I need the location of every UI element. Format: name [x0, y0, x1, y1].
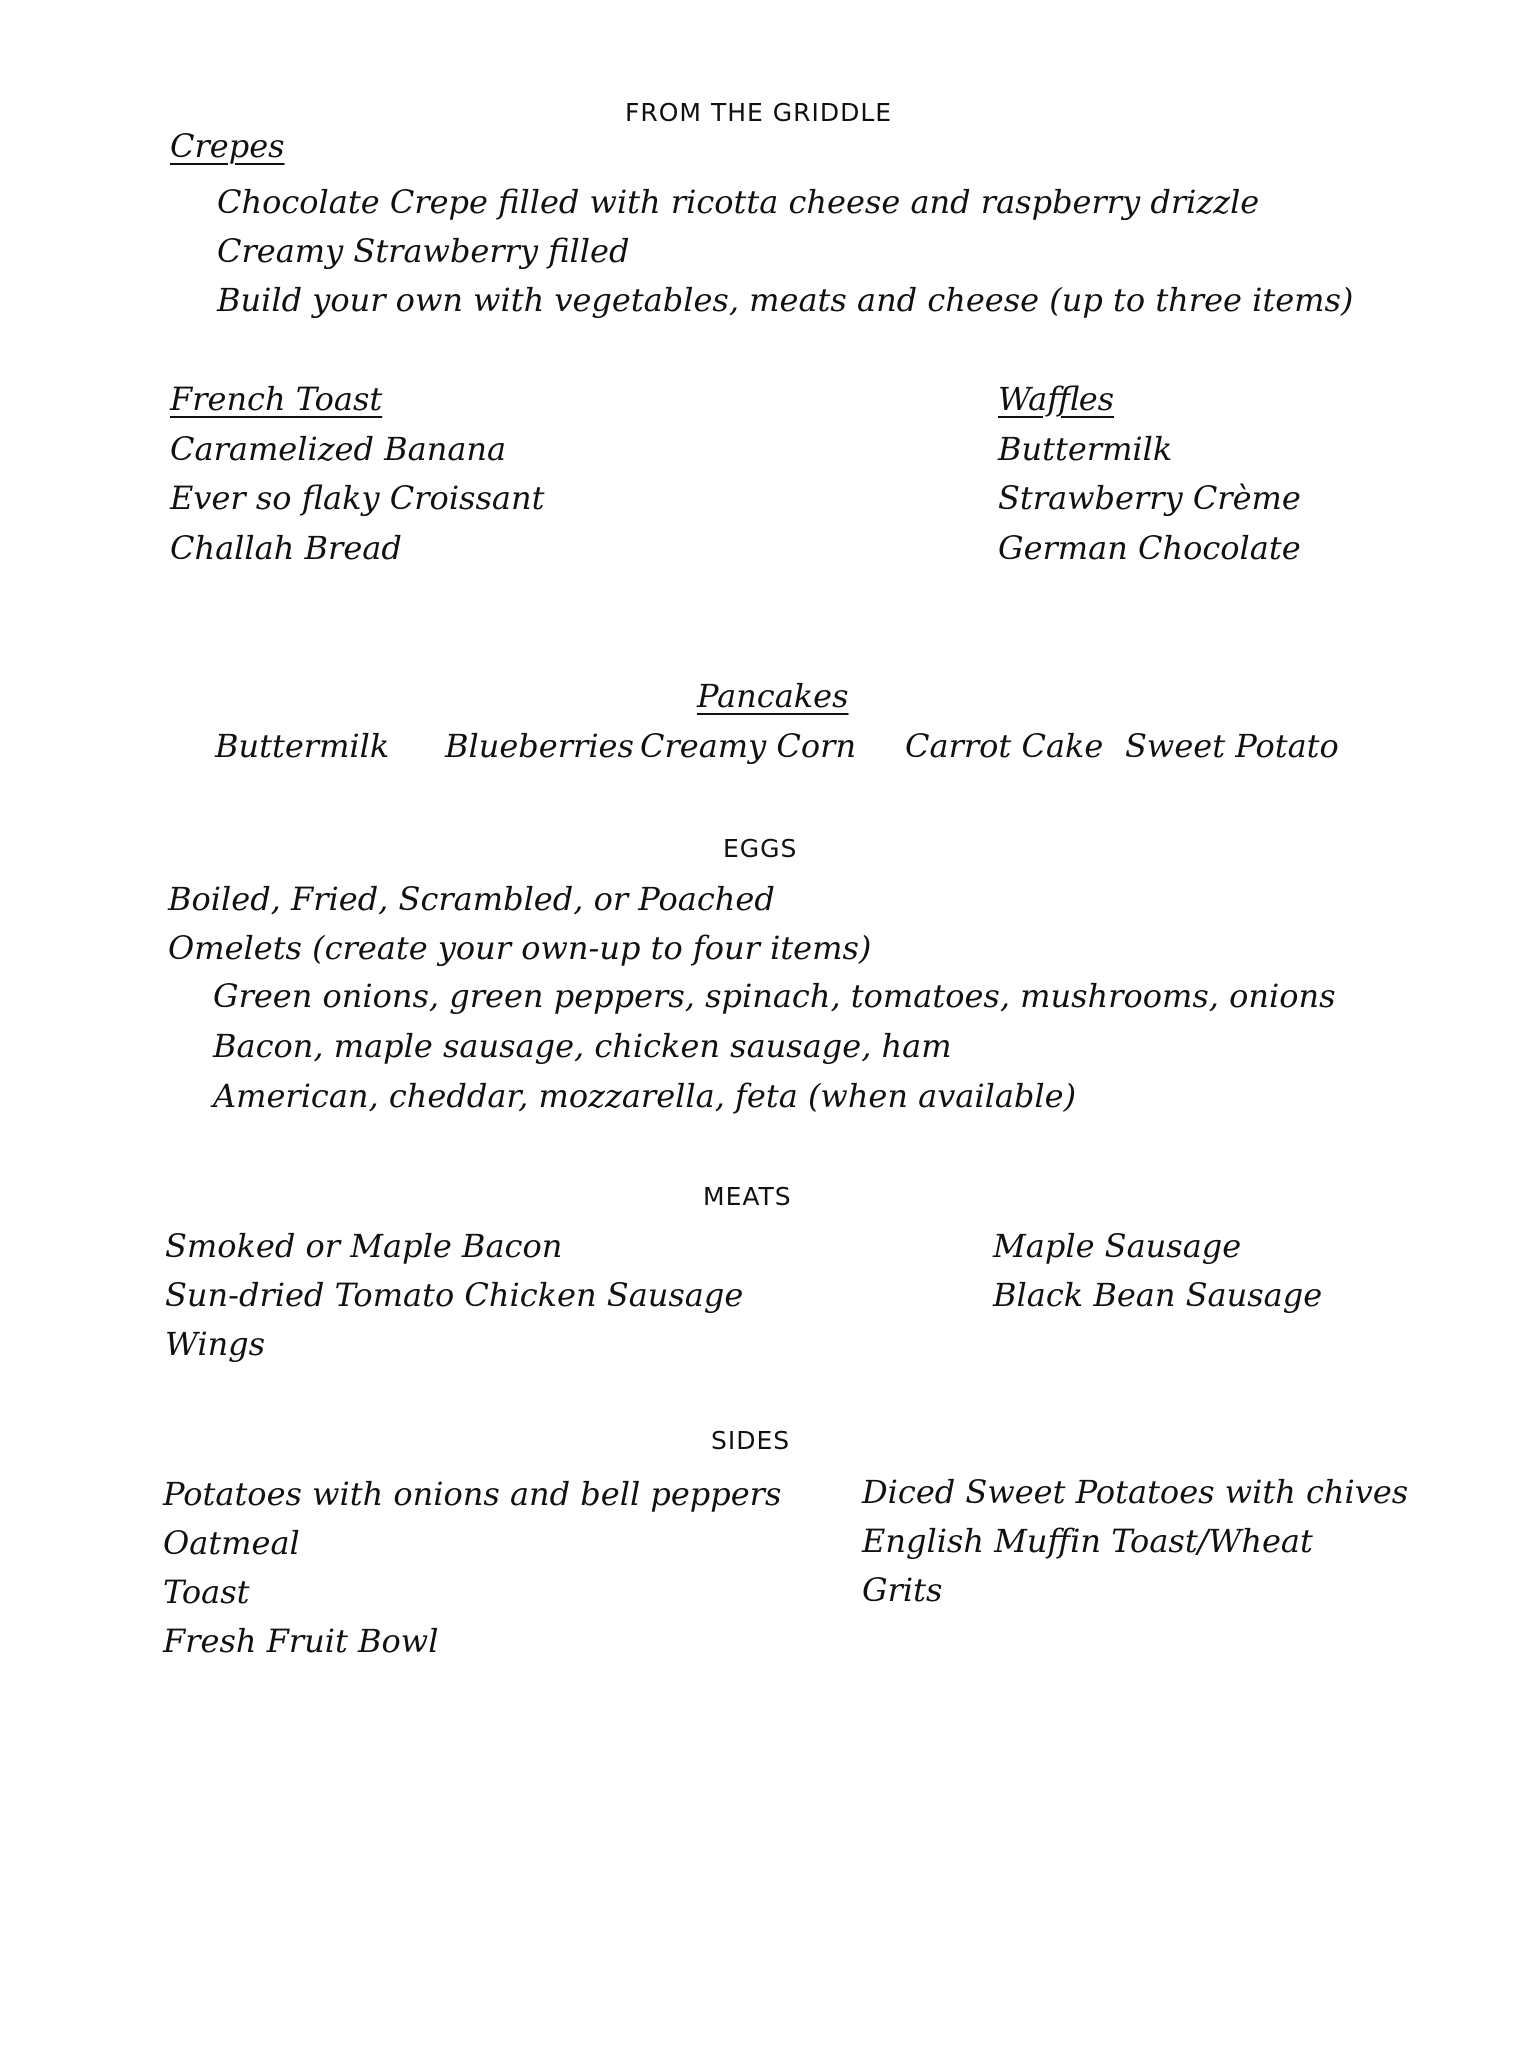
french-toast-item: Ever so flaky Croissant — [170, 479, 545, 517]
pancakes-item: Buttermilk — [215, 727, 390, 765]
sides-heading: SIDES — [711, 1426, 791, 1455]
meats-item: Sun-dried Tomato Chicken Sausage — [165, 1276, 744, 1314]
french-toast-heading: French Toast — [170, 380, 383, 418]
sides-item: Oatmeal — [163, 1524, 300, 1562]
page-title: FROM THE GRIDDLE — [625, 98, 893, 127]
crepes-item: Chocolate Crepe filled with ricotta cheese and raspberry drizzle — [217, 183, 1260, 221]
sides-item: Fresh Fruit Bowl — [163, 1622, 439, 1660]
crepes-item: Creamy Strawberry filled — [217, 232, 630, 270]
pancakes-heading: Pancakes — [697, 677, 849, 715]
meats-item: Maple Sausage — [993, 1227, 1242, 1265]
meats-item: Smoked or Maple Bacon — [165, 1227, 563, 1265]
sides-item: Diced Sweet Potatoes with chives — [862, 1473, 1409, 1511]
pancakes-item: Creamy Corn — [640, 727, 857, 765]
meats-heading: MEATS — [703, 1182, 792, 1211]
omelet-option: Green onions, green peppers, spinach, tomatoes, mushrooms, onions — [213, 977, 1336, 1015]
eggs-item: Boiled, Fried, Scrambled, or Poached — [168, 880, 775, 918]
pancakes-item: Blueberries — [445, 727, 634, 765]
waffles-heading: Waffles — [998, 380, 1115, 418]
meats-item: Black Bean Sausage — [993, 1276, 1323, 1314]
eggs-item: Omelets (create your own-up to four items) — [168, 929, 872, 967]
sides-item: Grits — [862, 1571, 943, 1609]
sides-item: Toast — [163, 1573, 250, 1611]
french-toast-item: Caramelized Banana — [170, 430, 507, 468]
eggs-heading: EGGS — [723, 834, 798, 863]
french-toast-item: Challah Bread — [170, 529, 402, 567]
crepes-item: Build your own with vegetables, meats and cheese (up to three items) — [217, 281, 1354, 319]
omelet-option: American, cheddar, mozzarella, feta (when available) — [213, 1077, 1077, 1115]
sides-item: Potatoes with onions and bell peppers — [163, 1475, 782, 1513]
omelet-option: Bacon, maple sausage, chicken sausage, ham — [213, 1027, 952, 1065]
pancakes-item: Sweet Potato — [1125, 727, 1339, 765]
crepes-heading: Crepes — [170, 127, 285, 165]
sides-item: English Muffin Toast/Wheat — [862, 1522, 1313, 1560]
waffles-item: Strawberry Crème — [998, 479, 1301, 517]
waffles-item: Buttermilk — [998, 430, 1173, 468]
pancakes-item: Carrot Cake — [905, 727, 1104, 765]
meats-item: Wings — [165, 1325, 266, 1363]
waffles-item: German Chocolate — [998, 529, 1301, 567]
